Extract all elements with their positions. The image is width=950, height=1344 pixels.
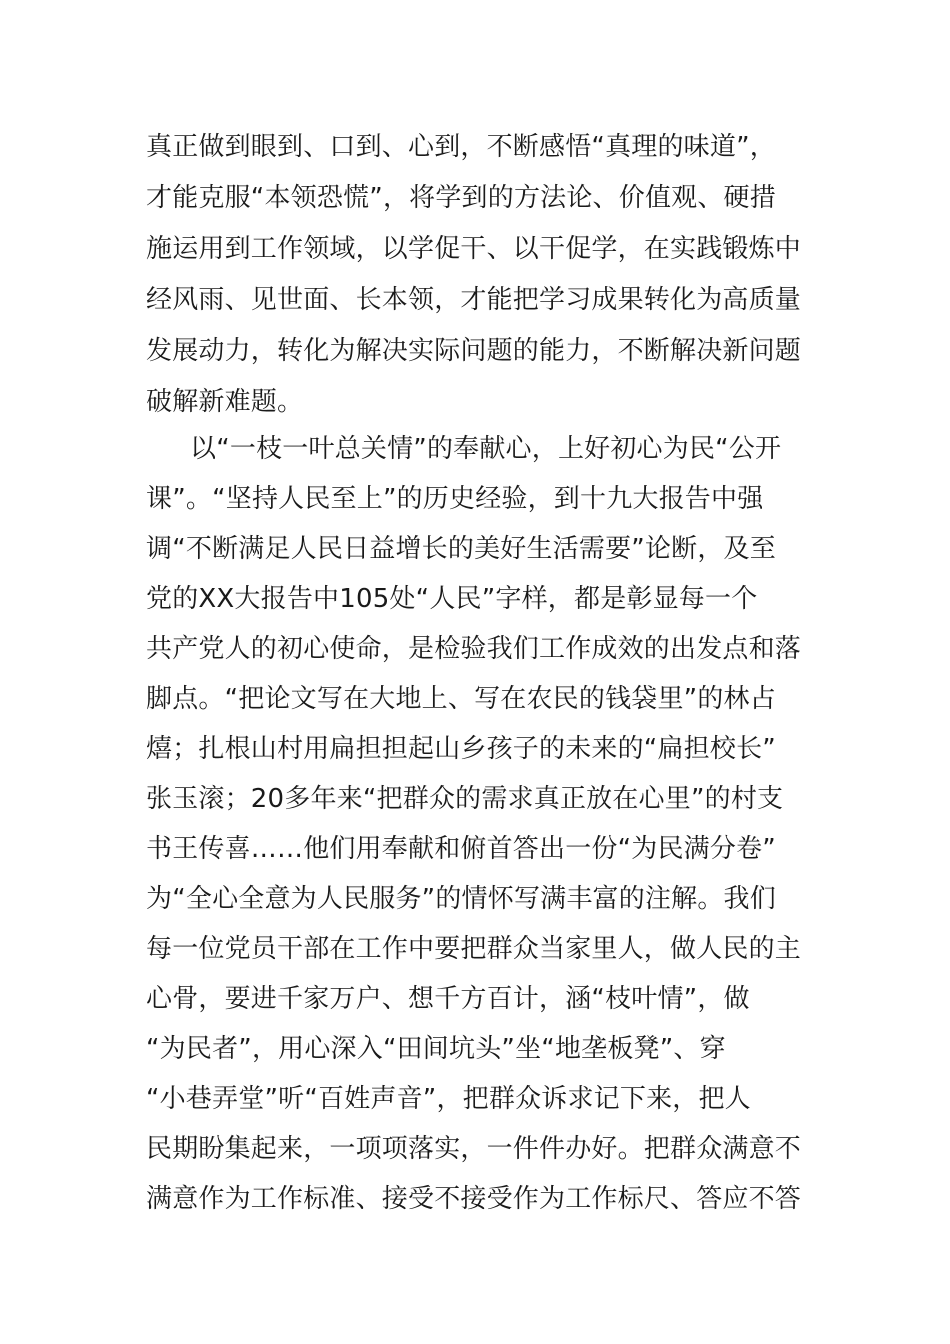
text-line: 心骨，要进千家万户、想千方百计，涵“枝叶情”，做 bbox=[146, 984, 750, 1014]
text-line: 破解新难题。 bbox=[146, 387, 304, 417]
text-line: 调“不断满足人民日益增长的美好生活需要”论断，及至 bbox=[146, 534, 776, 564]
text-line: 每一位党员干部在工作中要把群众当家里人，做人民的主 bbox=[146, 934, 802, 964]
text-line: 脚点。“把论文写在大地上、写在农民的钱袋里”的林占 bbox=[146, 684, 776, 714]
text-line: “小巷弄堂”听“百姓声音”，把群众诉求记下来，把人 bbox=[146, 1084, 751, 1114]
text-line: 民期盼集起来，一项项落实，一件件办好。把群众满意不 bbox=[146, 1134, 802, 1164]
text-line: 才能克服“本领恐慌”，将学到的方法论、价值观、硬措 bbox=[146, 183, 776, 213]
text-line: 课”。“坚持人民至上”的历史经验，到十九大报告中强 bbox=[146, 484, 764, 514]
text-line: “为民者”，用心深入“田间坑头”坐“地垄板凳”、穿 bbox=[146, 1034, 726, 1064]
text-line: 施运用到工作领域，以学促干、以干促学，在实践锻炼中 bbox=[146, 234, 802, 264]
text-line: 共产党人的初心使命，是检验我们工作成效的出发点和落 bbox=[146, 634, 802, 664]
text-line: 真正做到眼到、口到、心到，不断感悟“真理的味道”， bbox=[146, 132, 776, 162]
text-line: 以“一枝一叶总关情”的奉献心，上好初心为民“公开 bbox=[190, 434, 782, 464]
text-line: 书王传喜……他们用奉献和俯首答出一份“为民满分卷” bbox=[146, 834, 776, 864]
text-line: 党的XX大报告中105处“人民”字样，都是彰显每一个 bbox=[146, 584, 758, 614]
text-line: 张玉滚；20多年来“把群众的需求真正放在心里”的村支 bbox=[146, 784, 784, 814]
text-line: 熺；扎根山村用扁担担起山乡孩子的未来的“扁担校长” bbox=[146, 734, 776, 764]
text-line: 经风雨、见世面、长本领，才能把学习成果转化为高质量 bbox=[146, 285, 802, 315]
text-line: 为“全心全意为人民服务”的情怀写满丰富的注解。我们 bbox=[146, 884, 776, 914]
text-line: 发展动力，转化为解决实际问题的能力，不断解决新问题 bbox=[146, 336, 802, 366]
text-line: 满意作为工作标准、接受不接受作为工作标尺、答应不答 bbox=[146, 1184, 802, 1214]
